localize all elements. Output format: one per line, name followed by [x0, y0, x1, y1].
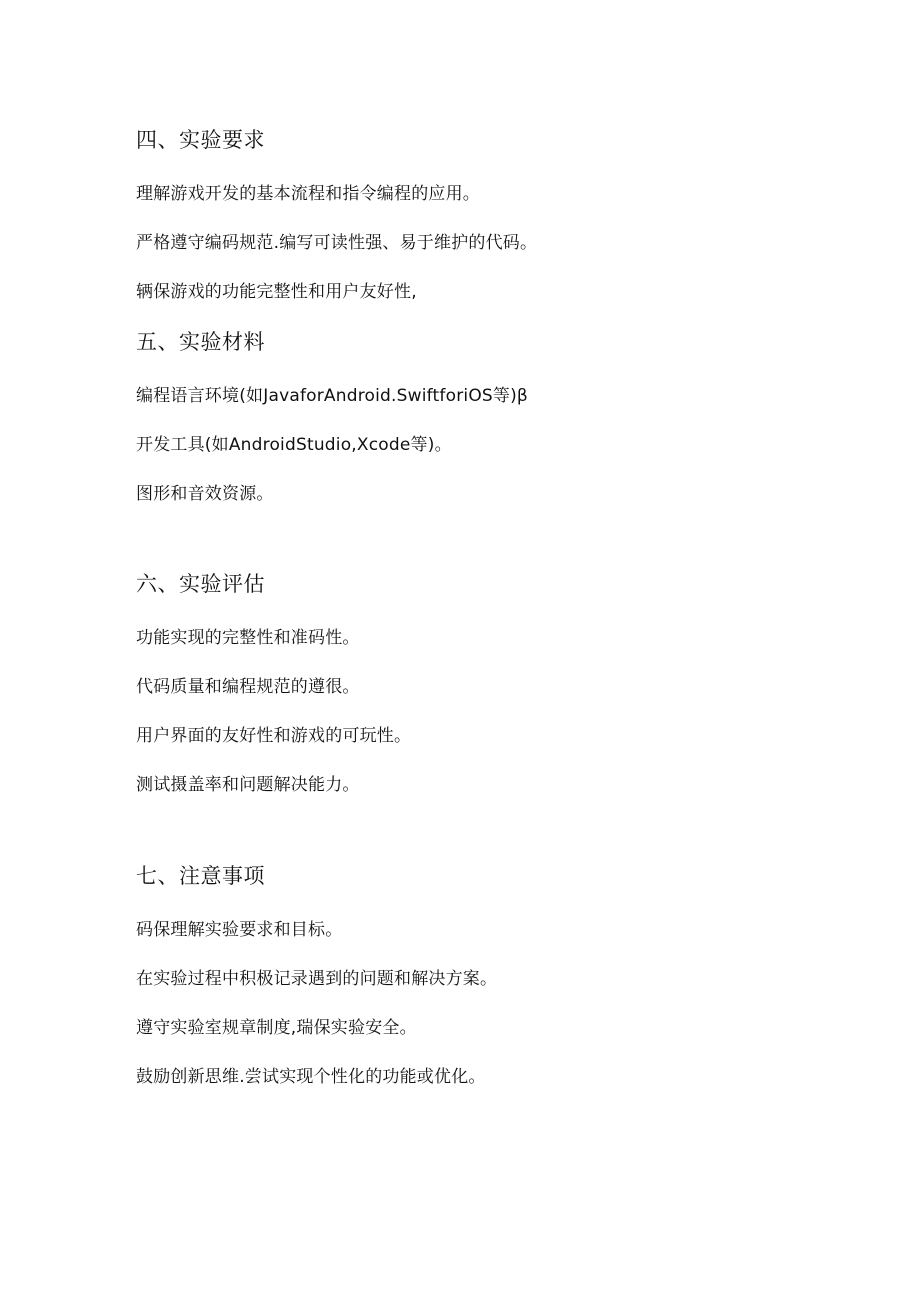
- note-item-4: 鼓励创新思维.尝试实现个性化的功能或优化。: [136, 1067, 486, 1087]
- note-item-2: 在实验过程中积极记录遇到的问题和解决方案。: [136, 969, 498, 989]
- requirement-item-2: 严格遵守编码规范.编写可读性强、易于维护的代码。: [136, 233, 538, 253]
- evaluation-item-3: 用户界面的友好性和游戏的可玩性。: [136, 726, 412, 746]
- evaluation-item-2: 代码质量和编程规范的遵很。: [136, 677, 360, 697]
- section-heading-notes: 七、注意事项: [136, 864, 265, 888]
- section-heading-requirements: 四、实验要求: [136, 128, 265, 152]
- material-item-2: 开发工具(如AndroidStudio,Xcode等)。: [136, 435, 452, 455]
- material-item-1: 编程语言环境(如JavaforAndroid.SwiftforiOS等)β: [136, 386, 528, 406]
- section-heading-materials: 五、实验材料: [136, 330, 265, 354]
- evaluation-item-1: 功能实现的完整性和准码性。: [136, 628, 360, 648]
- requirement-item-3: 辆保游戏的功能完整性和用户友好性,: [136, 282, 417, 302]
- section-heading-evaluation: 六、实验评估: [136, 572, 265, 596]
- evaluation-item-4: 测试摄盖率和问题解决能力。: [136, 775, 360, 795]
- note-item-3: 遵守实验室规章制度,瑞保实验安全。: [136, 1018, 417, 1038]
- requirement-item-1: 理解游戏开发的基本流程和指令编程的应用。: [136, 184, 480, 204]
- note-item-1: 码保理解实验要求和目标。: [136, 920, 343, 940]
- material-item-3: 图形和音效资源。: [136, 484, 274, 504]
